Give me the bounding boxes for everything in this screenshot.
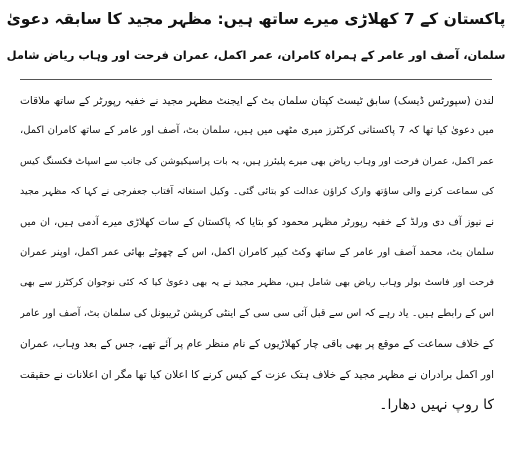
headline-sub: سلمان، آصف اور عامر کے ہمراہ کامران، عمر اکمل، عمران فرحت اور وہاب ریاض شامل xyxy=(6,48,506,62)
headline-main: پاکستان کے 7 کھلاڑی میرے ساتھ ہیں: مظہر مجید کا سابقہ دعویٰ xyxy=(6,10,506,28)
body-line: سلمان بٹ، محمد آصف اور عامر کے ساتھ وکٹ کیپر کامران اکمل، اس کے چھوٹے بھائی عمر اکمل، اوپنر عمران xyxy=(20,246,494,258)
body-line: نے نیوز آف دی ورلڈ کے خفیہ رپورٹر مظہر محمود کو بتایا کہ پاکستان کے سات کھلاڑی میرے آدمی ہیں، ان میں xyxy=(20,216,494,228)
body-line: فرحت اور فاسٹ بولر وہاب ریاض بھی شامل ہیں، مظہر مجید نے یہ بھی دعویٰ کیا کہ کئی نوجوان کرکٹرز سے بھی xyxy=(20,277,494,289)
headline-divider xyxy=(20,79,492,80)
body-line: اس کے رابطے ہیں۔ یاد رہے کہ اس سے قبل آئی سی سی کے اینٹی کرپشن ٹریبونل کی سلمان بٹ، آصف اور عامر xyxy=(20,307,494,319)
body-line: کے خلاف سماعت کے موقع پر بھی باقی چار کھلاڑیوں کے نام منظر عام پر آئے تھے، جس کے بعد وہاب، عمران xyxy=(20,338,494,351)
body-line: اور اکمل برادران نے مظہر مجید کے خلاف ہتک عزت کے کیس کرنے کا اعلان کیا تھا مگر ان اعلانات نے حقیقت xyxy=(20,368,494,381)
body-line: میں دعویٰ کیا تھا کہ 7 پاکستانی کرکٹرز میری مٹھی میں ہیں، سلمان بٹ، آصف اور عامر کے ساتھ کامران اکمل، xyxy=(20,125,494,137)
article-body xyxy=(20,86,494,420)
body-line: عمر اکمل، عمران فرحت اور وہاب ریاض بھی میرے پلیئرز ہیں، یہ بات پراسیکیوشن کی جانب سے اسپاٹ فکسنگ کیس xyxy=(20,155,494,167)
body-line: کی سماعت کرنے والی ساؤتھ وارک کراؤن عدالت کو بتائی گئی۔ وکیل استغاثہ آفتاب جعفرجی نے کہا کہ مظہر مجید xyxy=(20,186,494,198)
body-line: لندن (سپورٹس ڈیسک) سابق ٹیسٹ کپتان سلمان بٹ کے ایجنٹ مظہر مجید نے خفیہ رپورٹر کے ساتھ ملاقات xyxy=(20,95,494,107)
body-line: کا روپ نہیں دھارا۔ xyxy=(379,396,494,413)
